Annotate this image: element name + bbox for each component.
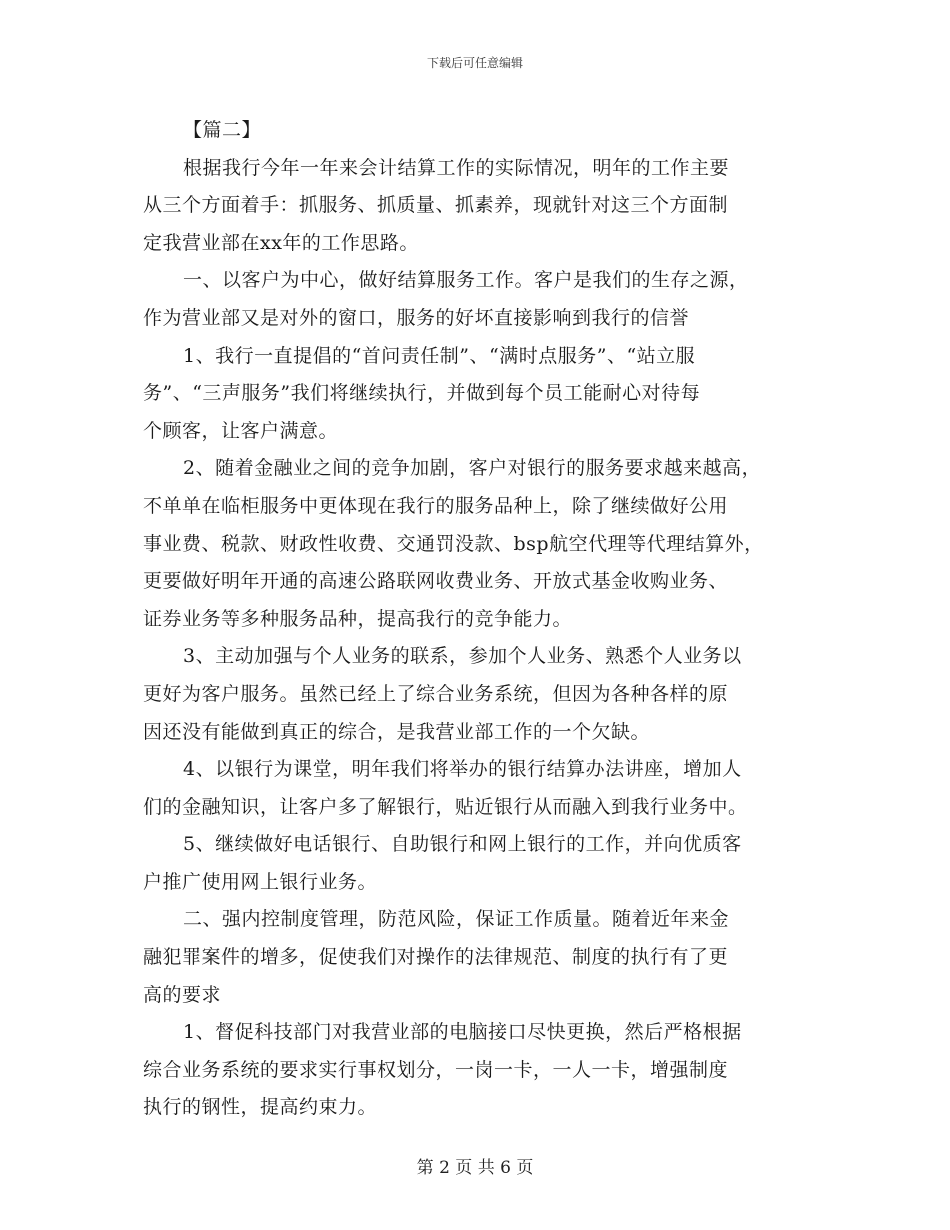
text-line: 高的要求 bbox=[143, 983, 222, 1006]
text-line: 2、随着金融业之间的竞争加剧，客户对银行的服务要求越来越高， bbox=[183, 457, 762, 480]
text-line: 1、督促科技部门对我营业部的电脑接口尽快更换，然后严格根据 bbox=[183, 1021, 742, 1044]
text-line: 个顾客，让客户满意。 bbox=[143, 419, 339, 442]
text-line: 1、我行一直提倡的“首问责任制”、“满时点服务”、“站立服 bbox=[183, 344, 696, 367]
text-line: 们的金融知识，让客户多了解银行，贴近银行从而融入到我行业务中。 bbox=[143, 795, 748, 818]
text-line: 一、以客户为中心，做好结算服务工作。客户是我们的生存之源， bbox=[183, 269, 749, 292]
text-line: 【篇二】 bbox=[183, 119, 262, 141]
text-line: 综合业务系统的要求实行事权划分，一岗一卡，一人一卡，增强制度 bbox=[143, 1058, 729, 1081]
text-line: 3、主动加强与个人业务的联系，参加个人业务、熟悉个人业务以 bbox=[183, 645, 742, 668]
text-line: 证券业务等多种服务品种，提高我行的竞争能力。 bbox=[143, 607, 573, 630]
text-line: 更好为客户服务。虽然已经上了综合业务系统，但因为各种各样的原 bbox=[143, 682, 729, 705]
text-line: 因还没有能做到真正的综合，是我营业部工作的一个欠缺。 bbox=[143, 720, 651, 743]
text-line: 5、继续做好电话银行、自助银行和网上银行的工作，并向优质客 bbox=[183, 833, 742, 856]
text-line: 户推广使用网上银行业务。 bbox=[143, 870, 378, 893]
text-line: 务”、“三声服务”我们将继续执行，并做到每个员工能耐心对待每 bbox=[143, 382, 701, 405]
document-body bbox=[143, 112, 823, 1127]
text-line: 执行的钢性，提高约束力。 bbox=[143, 1096, 378, 1119]
page-header: 下载后可任意编辑 bbox=[426, 56, 523, 70]
text-line: 作为营业部又是对外的窗口，服务的好坏直接影响到我行的信誉 bbox=[143, 306, 690, 329]
text-line: 从三个方面着手：抓服务、抓质量、抓素养，现就针对这三个方面制 bbox=[143, 194, 729, 217]
text-line: 二、强内控制度管理，防范风险，保证工作质量。随着近年来金 bbox=[183, 908, 730, 931]
text-line: 更要做好明年开通的高速公路联网收费业务、开放式基金收购业务、 bbox=[143, 570, 729, 593]
text-line: 根据我行今年一年来会计结算工作的实际情况，明年的工作主要 bbox=[183, 156, 730, 179]
text-line: 事业费、税款、财政性收费、交通罚没款、bsp航空代理等代理结算外， bbox=[143, 532, 764, 555]
text-line: 融犯罪案件的增多，促使我们对操作的法律规范、制度的执行有了更 bbox=[143, 946, 729, 969]
text-line: 4、以银行为课堂，明年我们将举办的银行结算办法讲座，增加人 bbox=[183, 758, 742, 781]
text-line: 不单单在临柜服务中更体现在我行的服务品种上，除了继续做好公用 bbox=[143, 494, 729, 517]
text-line: 定我营业部在xx年的工作思路。 bbox=[143, 231, 419, 254]
page-footer: 第 2 页 共 6 页 bbox=[416, 1158, 534, 1178]
